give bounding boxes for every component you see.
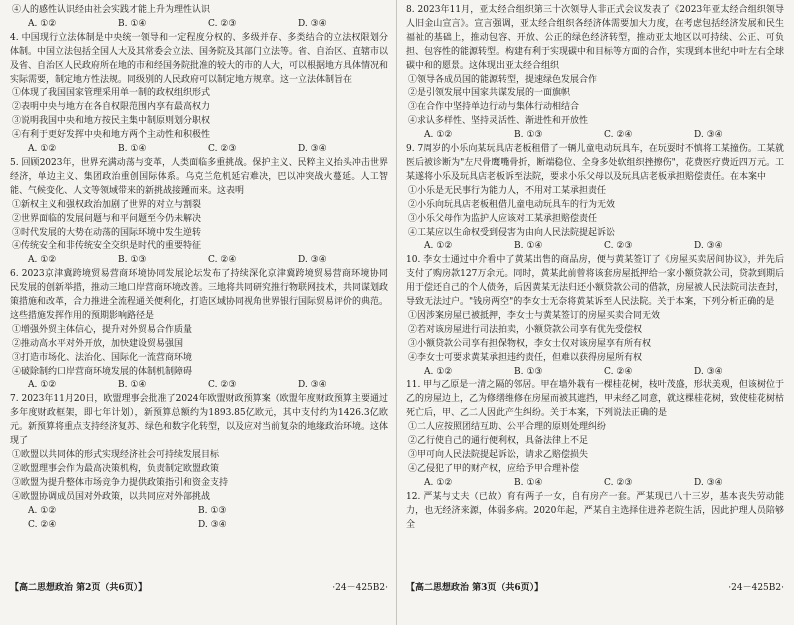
choice-a: A. ①② (28, 380, 57, 391)
footer-code: ·24－425B2· (728, 583, 784, 593)
option-item: ②是引领发展中国家共谋发展的一面旗帜 (408, 88, 571, 99)
question-stem: 8. 2023年11月，亚太经合组织第三十次领导人非正式会议发表了《2023年亚太经合组织领导人旧金山宣言》。宣言强调，亚太经合组织各经济体需要加大力度，在考虑包括经济发展和民生福祉的基础上，推动包容、开放、公正的绿色经济转型，推动亚太地区以可持续、公正、可负担、包容性的能源转型。构建有利于实现碳中和目标等方面的合作，实现到本世纪中叶左右全球碳中和的愿景。这体现出亚太经合组织 (406, 5, 784, 71)
option-item: ④工某应以生命权受到侵害为由向人民法院提起诉讼 (408, 227, 616, 238)
choice-row (10, 18, 388, 32)
question-5 (10, 157, 388, 268)
option-item: ③小乐父母作为监护人应该对工某承担赔偿责任 (408, 213, 598, 224)
choice-b: B. ①④ (118, 18, 147, 29)
choice-b: B. ①④ (118, 144, 147, 155)
footer-title: 【高二思想政治 (406, 583, 470, 593)
choice-c: C. ②③ (604, 477, 633, 488)
choice-row (10, 505, 388, 519)
right-column (406, 4, 784, 578)
choice-c: C. ②③ (208, 144, 237, 155)
footer-page: 第3页（共6页）】 (472, 583, 544, 593)
footer-code: ·24－425B2· (332, 583, 388, 593)
page-footer-left (10, 580, 388, 596)
option-item: ②推动高水平对外开放，加快建设贸易强国 (12, 338, 184, 349)
choice-c: C. ②③ (208, 380, 237, 391)
choice-c: C. ②④ (604, 130, 633, 141)
question-stem: 5. 回顾2023年，世界充满动荡与变革，人类面临多重挑战。保护主义、民粹主义抬头冲击世界经济，单边主义、集团政治重创国际体系。乌克兰危机延宕难决，巴以冲突战火蔓延。人工智能、气候变化、人文等领域带来的新挑战接踵而来。这表明 (10, 157, 388, 196)
question-11 (406, 379, 784, 490)
question-stem: 4. 中国现行立法体制是中央统一领导和一定程度分权的、多级并存、多类结合的立法权限划分体制。中国立法包括全国人大及其常委会立法、国务院及其部门立法等。省、自治区、直辖市以及省、自治区人民政府所在地的市和经国务院批准的较大的市的人大，可以根据地方具体情况和实际需要，制定地方性法规。同级别的人民政府可以制定地方规章。这一立法体制旨在 (10, 32, 388, 85)
choice-row (10, 254, 388, 268)
question-8 (406, 4, 784, 143)
option-item: ②世界面临的发展问题与和平问题至今仍未解决 (12, 213, 202, 224)
option-item: ①体现了我国国家管理采用单一制的政权组织形式 (12, 88, 211, 99)
choice-a: A. ①② (424, 130, 453, 141)
choice-c: C. ②④ (604, 366, 633, 377)
choice-row (406, 366, 784, 380)
option-item: ①二人应按照团结互助、公平合理的原则处理纠纷 (408, 422, 607, 433)
option-item: ④有利于更好发挥中央和地方两个主动性和积极性 (12, 130, 211, 141)
choice-a: A. ①② (424, 366, 453, 377)
option-item: ②表明中央与地方在各自权限范围内享有最高权力 (12, 102, 211, 113)
choice-a: A. ①② (424, 477, 453, 488)
choice-d: D. ③④ (298, 144, 327, 155)
choice-d: D. ③④ (694, 477, 723, 488)
option-item: ①增强外贸主体信心，提升对外贸易合作质量 (12, 324, 193, 335)
question-stem: 6. 2023京津冀跨境贸易营商环境协同发展论坛发布了持续深化京津冀跨境贸易营商环境协同 民发展的创新举措，推动三地口岸营商环境改善。三地将共同研究推行物联网技术，共同谋划政策措施和改革，合力推进全流程通关便利化，打造区域协同视角世界银行国际贸易评价的典范。这些措施发挥作用的预期影响路径是 (10, 269, 388, 321)
footer-page: 第2页（共6页）】 (76, 583, 148, 593)
option-item: ④欧盟协调成员国对外政策，以共同应对外部挑战 (12, 491, 211, 502)
option-item: ③说明我国中央和地方按民主集中制原则划分职权 (12, 116, 211, 127)
option-item: ③时代发展的大势在动荡的国际环境中发生逆转 (12, 227, 202, 238)
option-item: ①欧盟以共同体的形式实现经济社会可持续发展目标 (12, 450, 220, 460)
question-9 (406, 143, 784, 254)
choice-row (406, 129, 784, 143)
question-7 (10, 393, 388, 532)
option-item: ①新权主义和强权政治加剧了世界的对立与割裂 (12, 199, 202, 210)
choice-d: D. ③④ (694, 366, 723, 377)
choice-d: D. ③④ (198, 519, 227, 530)
question-6 (10, 268, 388, 393)
choice-d: D. ③④ (298, 18, 327, 29)
option-item: ①领导各成员国的能源转型，提速绿色发展合作 (408, 74, 598, 85)
page-divider (396, 0, 397, 625)
option-item: ②乙行使自己的通行便利权，具备法律上不足 (408, 436, 589, 447)
question-12 (406, 491, 784, 533)
choice-c: C. ②③ (604, 241, 633, 252)
choice-c: C. ②④ (208, 255, 237, 266)
question-stem: 10. 李女士通过中介看中了黄某出售的商品房，便与黄某签订了《房屋买卖居间协议》，并先后支付了购房款127万余元。同时，黄某此前曾将该套房屋抵押给一家小额贷款公司，贷款到期后用于偿还自己的个人债务，后因黄某无法归还小额贷款公司的借款，房屋被人民法院司法查封，导致无法过户。"钱房两空"的李女士无奈将黄某诉至人民法院。关于本案，下列分析正确的是 (406, 255, 784, 308)
choice-row (406, 240, 784, 254)
choice-b: B. ①④ (514, 477, 543, 488)
choice-d: D. ③④ (694, 241, 723, 252)
choice-row (10, 379, 388, 393)
choice-row (406, 477, 784, 491)
choice-b: B. ①③ (514, 366, 543, 377)
choice-d: D. ③④ (298, 380, 327, 391)
option-item: ④传统安全和非传统安全交织是时代的重要特征 (12, 241, 202, 252)
choice-a: A. ①② (424, 241, 453, 252)
option-item: ①因涉案房屋已被抵押，李女士与黄某签订的房屋买卖合同无效 (408, 310, 661, 321)
question-stem: 7. 2023年11月20日，欧盟理事会批准了2024年欧盟财政预算案（欧盟年度财政预算主要通过多年度财政框架，即七年计划），新预算总额约为1893.85亿欧元，其中支付约为1426.3亿欧元。新预算将重点支持经济复苏、绿色和数字化转型，以及应对当前复杂的地缘政治环境。这体现了 (10, 394, 388, 447)
option-item: ②欧盟理事会作为最高决策机构，负责制定欧盟政策 (12, 463, 220, 474)
choice-row (10, 519, 388, 533)
choice-c: C. ②③ (208, 18, 237, 29)
question-4 (10, 32, 388, 157)
choice-b: B. ①④ (118, 380, 147, 391)
option-item: ③在合作中坚持单边行动与集体行动相结合 (408, 102, 580, 113)
option-item: ④乙侵犯了甲的财产权，应给予甲合理补偿 (408, 463, 580, 474)
option-item: ④人的感性认识经由社会实践才能上升为理性认识 (12, 5, 211, 15)
choice-c: C. ②④ (28, 519, 57, 530)
choice-a: A. ①② (28, 505, 57, 516)
question-3-tail (10, 4, 388, 32)
question-stem: 12. 严某与丈夫（已故）育有两子一女，自有房产一套。严某现已八十三岁，基本丧失劳动能力，也无经济来源，体弱多病。2020年起，严某自主选择住进养老院生活，因此护理人员陪够全 (406, 491, 784, 530)
option-item: ③小额贷款公司享有担保物权，李女士仅对该房屋享有所有权 (408, 338, 652, 349)
option-item: ②小乐向玩具店老板租借儿童电动玩具车的行为无效 (408, 199, 616, 210)
option-item: ①小乐是无民事行为能力人，不用对工某承担责任 (408, 185, 607, 196)
option-item: ④破除制约口岸营商环境发展的体制机制障碍 (12, 366, 193, 377)
option-item: ④求认多样性、坚持灵活性、渐进性和开放性 (408, 116, 589, 127)
choice-d: D. ③④ (298, 255, 327, 266)
question-stem: 9. 7周岁的小乐向某玩具店老板租借了一辆儿童电动玩具车，在玩耍时不慎将工某撞伤。工某就医后被诊断为"左尺骨鹰嘴骨折，断端稳位、全身多处软组织挫擦伤"，花费医疗费近四万元。工某遂将小乐及玩具店老板诉至法院，要求小乐父母以及玩具店老板承担赔偿责任。在本案中 (406, 144, 784, 182)
choice-row (10, 143, 388, 157)
left-column (10, 4, 388, 578)
question-stem: 11. 甲与乙原是一清之隔的邻居。甲在墙外栽有一棵桂花树，枝叶茂盛，形状美观，但该树位于乙的房屋边上，乙为修缮维修在房屋而被其遮挡，甲未经乙同意，就这棵桂花树，致使桂花树枯死亡后，甲、乙二人因此产生纠纷。关于本案，下列说法正确的是 (406, 380, 784, 419)
choice-a: A. ①② (28, 18, 57, 29)
option-item: ③欧盟为提升整体市场竞争力提供政策指引和资金支持 (12, 477, 229, 488)
choice-b: B. ①③ (198, 505, 227, 516)
choice-d: D. ③④ (694, 130, 723, 141)
option-item: ③打造市场化、法治化、国际化一流营商环境 (12, 352, 193, 363)
option-item: ②若对该房屋进行司法拍卖，小额贷款公司享有优先受偿权 (408, 324, 643, 335)
choice-b: B. ①④ (514, 241, 543, 252)
choice-b: B. ①③ (118, 255, 147, 266)
choice-b: B. ①③ (514, 130, 543, 141)
page-footer-right (406, 580, 784, 596)
choice-a: A. ①② (28, 144, 57, 155)
option-item: ③甲可向人民法院提起诉讼，请求乙赔偿损失 (408, 450, 589, 460)
question-10 (406, 254, 784, 379)
option-item: ④李女士可要求黄某承担违约责任，但难以获得房屋所有权 (408, 352, 643, 363)
footer-title: 【高二思想政治 (10, 583, 74, 593)
choice-a: A. ①② (28, 255, 57, 266)
